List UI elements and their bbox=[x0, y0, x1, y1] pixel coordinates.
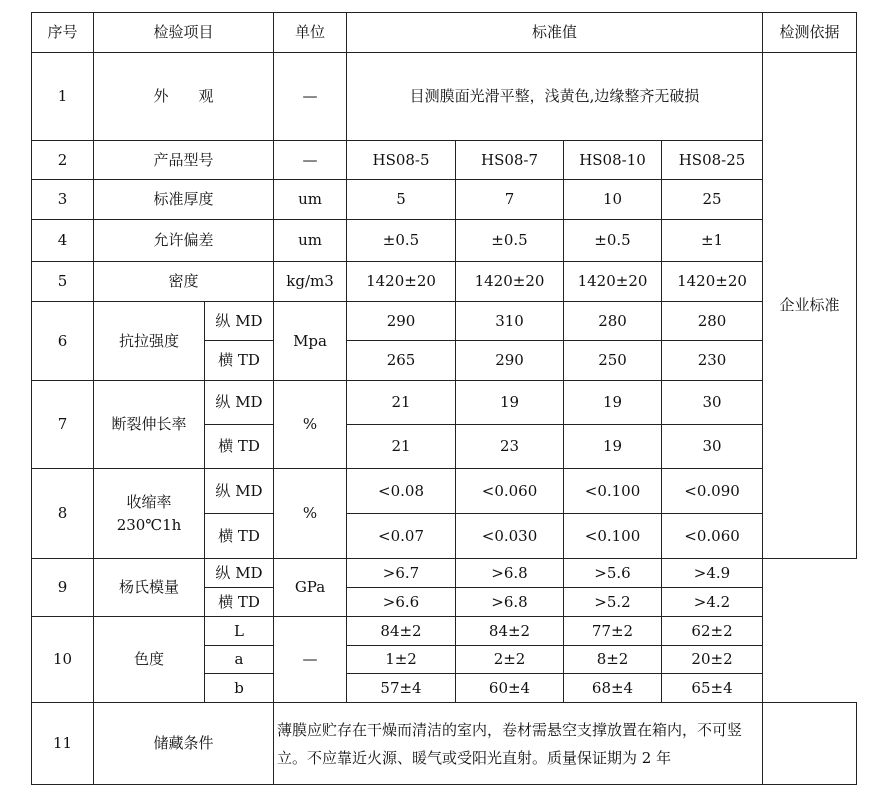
sub-label-cell: 横 TD bbox=[205, 425, 274, 469]
value-cell: >6.6 bbox=[347, 588, 456, 617]
value-cell: 1420±20 bbox=[347, 262, 456, 302]
sub-label-cell: L bbox=[205, 617, 274, 646]
item-cell: 储藏条件 bbox=[94, 703, 274, 785]
value-cell: <0.060 bbox=[662, 514, 763, 559]
value-cell: >4.9 bbox=[662, 559, 763, 588]
value-cell: 21 bbox=[347, 381, 456, 425]
value-cell: 23 bbox=[456, 425, 564, 469]
value-cell: <0.060 bbox=[456, 469, 564, 514]
value-cell: 290 bbox=[347, 302, 456, 341]
table-row bbox=[32, 53, 857, 141]
seq-cell: 4 bbox=[32, 220, 94, 262]
storage-conditions-text: 薄膜应贮存在干燥而清洁的室内，卷材需悬空支撑放置在箱内，不可竖立。不应靠近火源、暖气或受阳光直射。质量保证期为 2 年 bbox=[274, 703, 763, 785]
unit-cell: — bbox=[274, 53, 347, 141]
value-cell: <0.100 bbox=[564, 469, 662, 514]
value-cell: 25 bbox=[662, 180, 763, 220]
sub-label-cell: 纵 MD bbox=[205, 469, 274, 514]
header-basis: 检测依据 bbox=[763, 13, 857, 53]
value-cell: 1±2 bbox=[347, 646, 456, 674]
table-row bbox=[32, 302, 857, 341]
seq-cell: 2 bbox=[32, 141, 94, 180]
seq-cell: 10 bbox=[32, 617, 94, 703]
table-row bbox=[32, 220, 857, 262]
item-cell: 杨氏模量 bbox=[94, 559, 205, 617]
value-cell: 8±2 bbox=[564, 646, 662, 674]
value-cell: 57±4 bbox=[347, 674, 456, 703]
value-cell: >6.7 bbox=[347, 559, 456, 588]
sub-label-cell: 横 TD bbox=[205, 341, 274, 381]
unit-cell: % bbox=[274, 381, 347, 469]
value-cell: ±1 bbox=[662, 220, 763, 262]
value-cell: ±0.5 bbox=[564, 220, 662, 262]
value-cell: 2±2 bbox=[456, 646, 564, 674]
value-cell: 10 bbox=[564, 180, 662, 220]
table-row bbox=[32, 559, 857, 588]
unit-cell: GPa bbox=[274, 559, 347, 617]
unit-cell: — bbox=[274, 141, 347, 180]
header-seq: 序号 bbox=[32, 13, 94, 53]
value-cell: 265 bbox=[347, 341, 456, 381]
unit-cell: Mpa bbox=[274, 302, 347, 381]
table-row bbox=[32, 381, 857, 425]
value-cell: ±0.5 bbox=[347, 220, 456, 262]
seq-cell: 11 bbox=[32, 703, 94, 785]
header-standard: 标准值 bbox=[347, 13, 763, 53]
value-cell: 230 bbox=[662, 341, 763, 381]
value-cell: HS08-5 bbox=[347, 141, 456, 180]
value-cell: 1420±20 bbox=[564, 262, 662, 302]
value-cell: >5.6 bbox=[564, 559, 662, 588]
item-cell bbox=[94, 469, 205, 559]
item-line: 230℃1h bbox=[116, 515, 182, 534]
item-cell: 标准厚度 bbox=[94, 180, 274, 220]
value-cell: 30 bbox=[662, 425, 763, 469]
value-cell: 19 bbox=[456, 381, 564, 425]
value-cell: 21 bbox=[347, 425, 456, 469]
value-cell: 250 bbox=[564, 341, 662, 381]
item-cell: 允许偏差 bbox=[94, 220, 274, 262]
seq-cell: 7 bbox=[32, 381, 94, 469]
item-cell: 断裂伸长率 bbox=[94, 381, 205, 469]
table-row bbox=[32, 617, 857, 646]
value-cell: 20±2 bbox=[662, 646, 763, 674]
header-unit: 单位 bbox=[274, 13, 347, 53]
value-cell: HS08-25 bbox=[662, 141, 763, 180]
value-cell: 84±2 bbox=[347, 617, 456, 646]
value-cell: 5 bbox=[347, 180, 456, 220]
header-row bbox=[32, 13, 857, 53]
sub-label-cell: a bbox=[205, 646, 274, 674]
seq-cell: 5 bbox=[32, 262, 94, 302]
item-cell: 抗拉强度 bbox=[94, 302, 205, 381]
table-row bbox=[32, 703, 857, 785]
value-cell: <0.08 bbox=[347, 469, 456, 514]
sub-label-cell: 纵 MD bbox=[205, 559, 274, 588]
basis-cell-empty bbox=[763, 703, 857, 785]
value-cell: 30 bbox=[662, 381, 763, 425]
value-cell: >5.2 bbox=[564, 588, 662, 617]
seq-cell: 9 bbox=[32, 559, 94, 617]
value-cell: 19 bbox=[564, 425, 662, 469]
sub-label-cell: 横 TD bbox=[205, 514, 274, 559]
item-cell: 色度 bbox=[94, 617, 205, 703]
sub-label-cell: 纵 MD bbox=[205, 302, 274, 341]
sub-label-cell: b bbox=[205, 674, 274, 703]
seq-cell: 6 bbox=[32, 302, 94, 381]
value-cell: ±0.5 bbox=[456, 220, 564, 262]
unit-cell: — bbox=[274, 617, 347, 703]
sub-label-cell: 横 TD bbox=[205, 588, 274, 617]
sub-label-cell: 纵 MD bbox=[205, 381, 274, 425]
value-cell: HS08-10 bbox=[564, 141, 662, 180]
value-cell: 19 bbox=[564, 381, 662, 425]
value-cell: 77±2 bbox=[564, 617, 662, 646]
value-cell: 1420±20 bbox=[456, 262, 564, 302]
table-row bbox=[32, 262, 857, 302]
table-row bbox=[32, 141, 857, 180]
value-cell: 60±4 bbox=[456, 674, 564, 703]
table-row bbox=[32, 469, 857, 514]
value-cell: >6.8 bbox=[456, 559, 564, 588]
value-cell: <0.030 bbox=[456, 514, 564, 559]
table-row bbox=[32, 180, 857, 220]
value-cell: <0.100 bbox=[564, 514, 662, 559]
item-cell: 密度 bbox=[94, 262, 274, 302]
value-cell: 65±4 bbox=[662, 674, 763, 703]
value-cell: 310 bbox=[456, 302, 564, 341]
item-cell: 产品型号 bbox=[94, 141, 274, 180]
value-cell: >6.8 bbox=[456, 588, 564, 617]
value-cell: 280 bbox=[564, 302, 662, 341]
seq-cell: 3 bbox=[32, 180, 94, 220]
value-cell: <0.07 bbox=[347, 514, 456, 559]
value-cell: 84±2 bbox=[456, 617, 564, 646]
value-cell: >4.2 bbox=[662, 588, 763, 617]
value-cell: 68±4 bbox=[564, 674, 662, 703]
item-line: 收缩率 bbox=[126, 492, 172, 511]
value-cell: 1420±20 bbox=[662, 262, 763, 302]
seq-cell: 8 bbox=[32, 469, 94, 559]
value-cell: 280 bbox=[662, 302, 763, 341]
value-cell: 62±2 bbox=[662, 617, 763, 646]
header-item: 检验项目 bbox=[94, 13, 274, 53]
inspection-table bbox=[31, 12, 857, 785]
unit-cell: um bbox=[274, 220, 347, 262]
basis-cell: 企业标准 bbox=[763, 53, 857, 559]
value-cell: 7 bbox=[456, 180, 564, 220]
unit-cell: % bbox=[274, 469, 347, 559]
value-cell: HS08-7 bbox=[456, 141, 564, 180]
value-cell: 目测膜面光滑平整，浅黄色,边缘整齐无破损 bbox=[347, 53, 763, 141]
seq-cell: 1 bbox=[32, 53, 94, 141]
value-cell: <0.090 bbox=[662, 469, 763, 514]
unit-cell: um bbox=[274, 180, 347, 220]
value-cell: 290 bbox=[456, 341, 564, 381]
item-cell: 外 观 bbox=[94, 53, 274, 141]
unit-cell: kg/m3 bbox=[274, 262, 347, 302]
